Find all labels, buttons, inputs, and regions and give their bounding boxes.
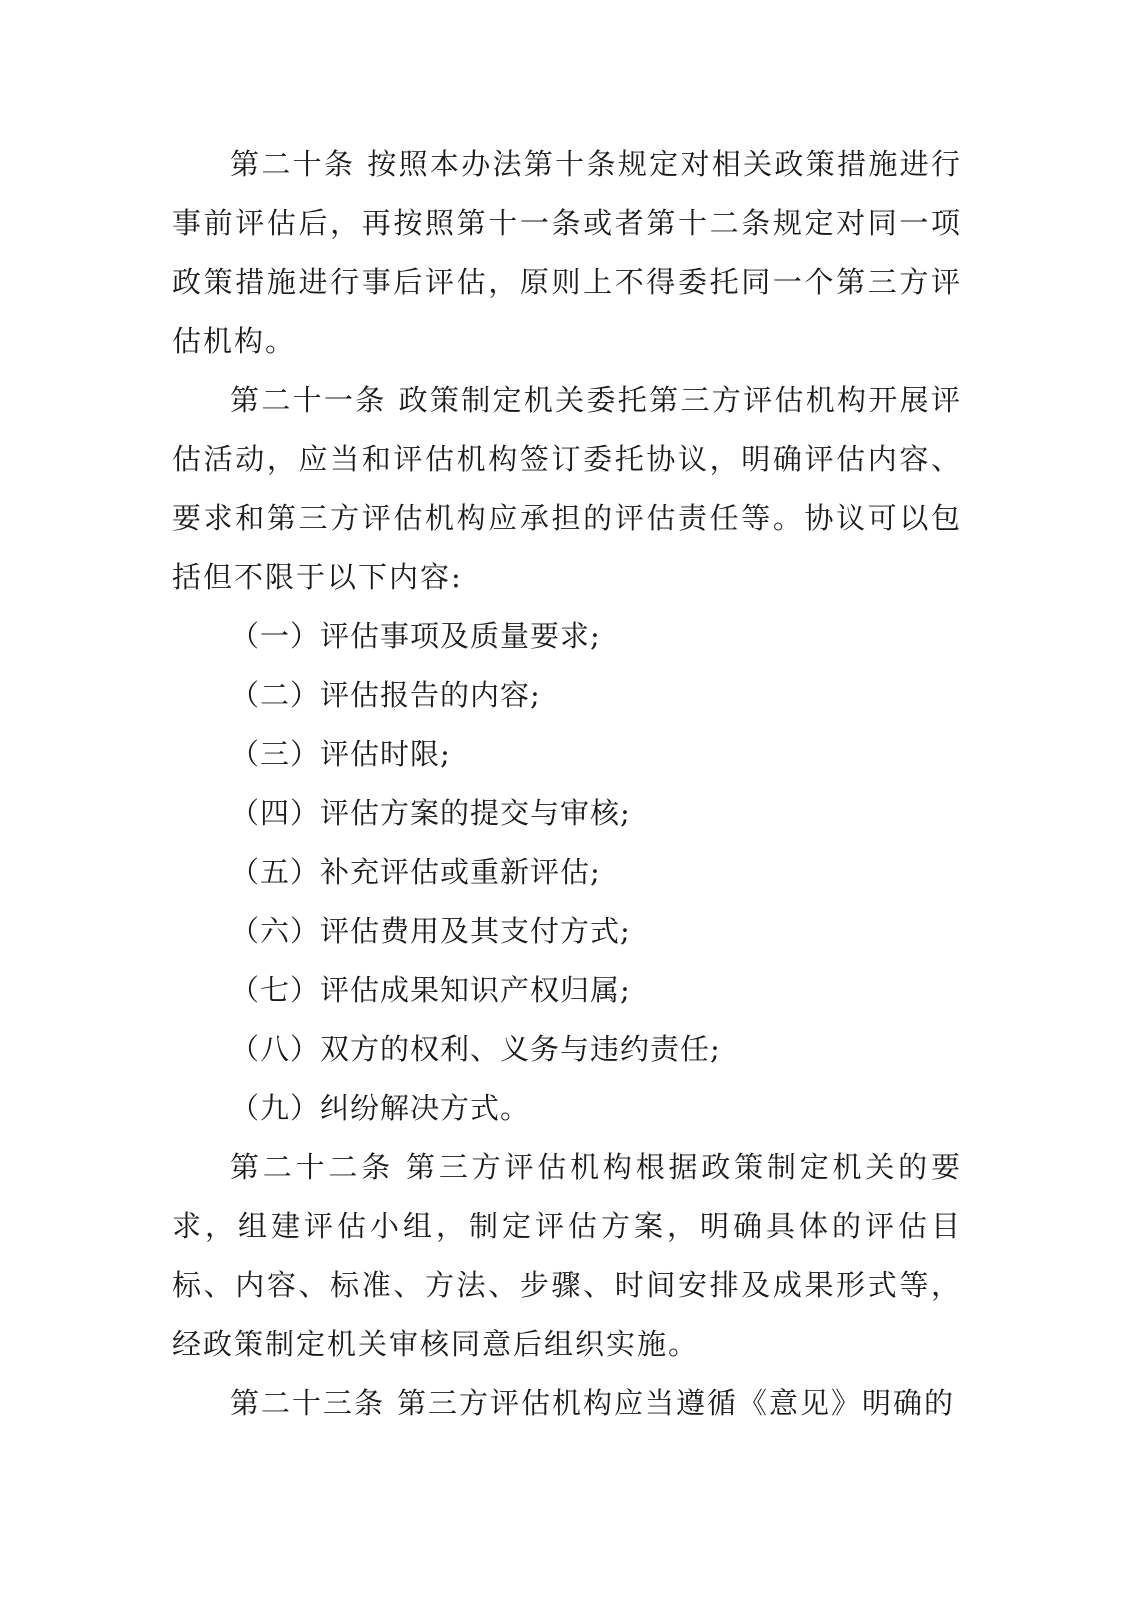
list-item: （五）补充评估或重新评估; bbox=[230, 855, 601, 889]
list-item: （四）评估方案的提交与审核; bbox=[230, 796, 631, 830]
list-item: （八）双方的权利、义务与违约责任; bbox=[230, 1032, 721, 1066]
list-item: （三）评估时限; bbox=[230, 737, 451, 771]
article-number: 第二十二条 bbox=[230, 1150, 395, 1184]
list-item: （六）评估费用及其支付方式; bbox=[230, 914, 631, 948]
list-item: （二）评估报告的内容; bbox=[230, 678, 541, 712]
list-item: （七）评估成果知识产权归属; bbox=[230, 973, 631, 1007]
article-number: 第二十一条 bbox=[230, 383, 387, 417]
agreement-items-list bbox=[172, 607, 962, 1138]
article-text: 第三方评估机构应当遵循《意见》明确的 bbox=[397, 1386, 956, 1420]
article-23 bbox=[172, 1374, 962, 1433]
article-20 bbox=[172, 135, 962, 371]
article-22 bbox=[172, 1138, 962, 1374]
document-page bbox=[172, 135, 962, 1433]
article-21 bbox=[172, 371, 962, 607]
list-item: （一）评估事项及质量要求; bbox=[230, 619, 601, 653]
article-text: 按照本办法第十条规定对相关政策措施进行事前评估后，再按照第十一条或者第十二条规定对同一项政策措施进行事后评估，原则上不得委托同一个第三方评估机构。 bbox=[172, 147, 962, 358]
article-text: 政策制定机关委托第三方评估机构开展评估活动，应当和评估机构签订委托协议，明确评估内容、要求和第三方评估机构应承担的评估责任等。协议可以包括但不限于以下内容: bbox=[172, 383, 962, 594]
article-number: 第二十条 bbox=[230, 147, 356, 181]
article-text: 第三方评估机构根据政策制定机关的要求，组建评估小组，制定评估方案，明确具体的评估目标、内容、标准、方法、步骤、时间安排及成果形式等，经政策制定机关审核同意后组织实施。 bbox=[172, 1150, 962, 1361]
list-item: （九）纠纷解决方式。 bbox=[230, 1091, 531, 1125]
article-number: 第二十三条 bbox=[230, 1386, 386, 1420]
